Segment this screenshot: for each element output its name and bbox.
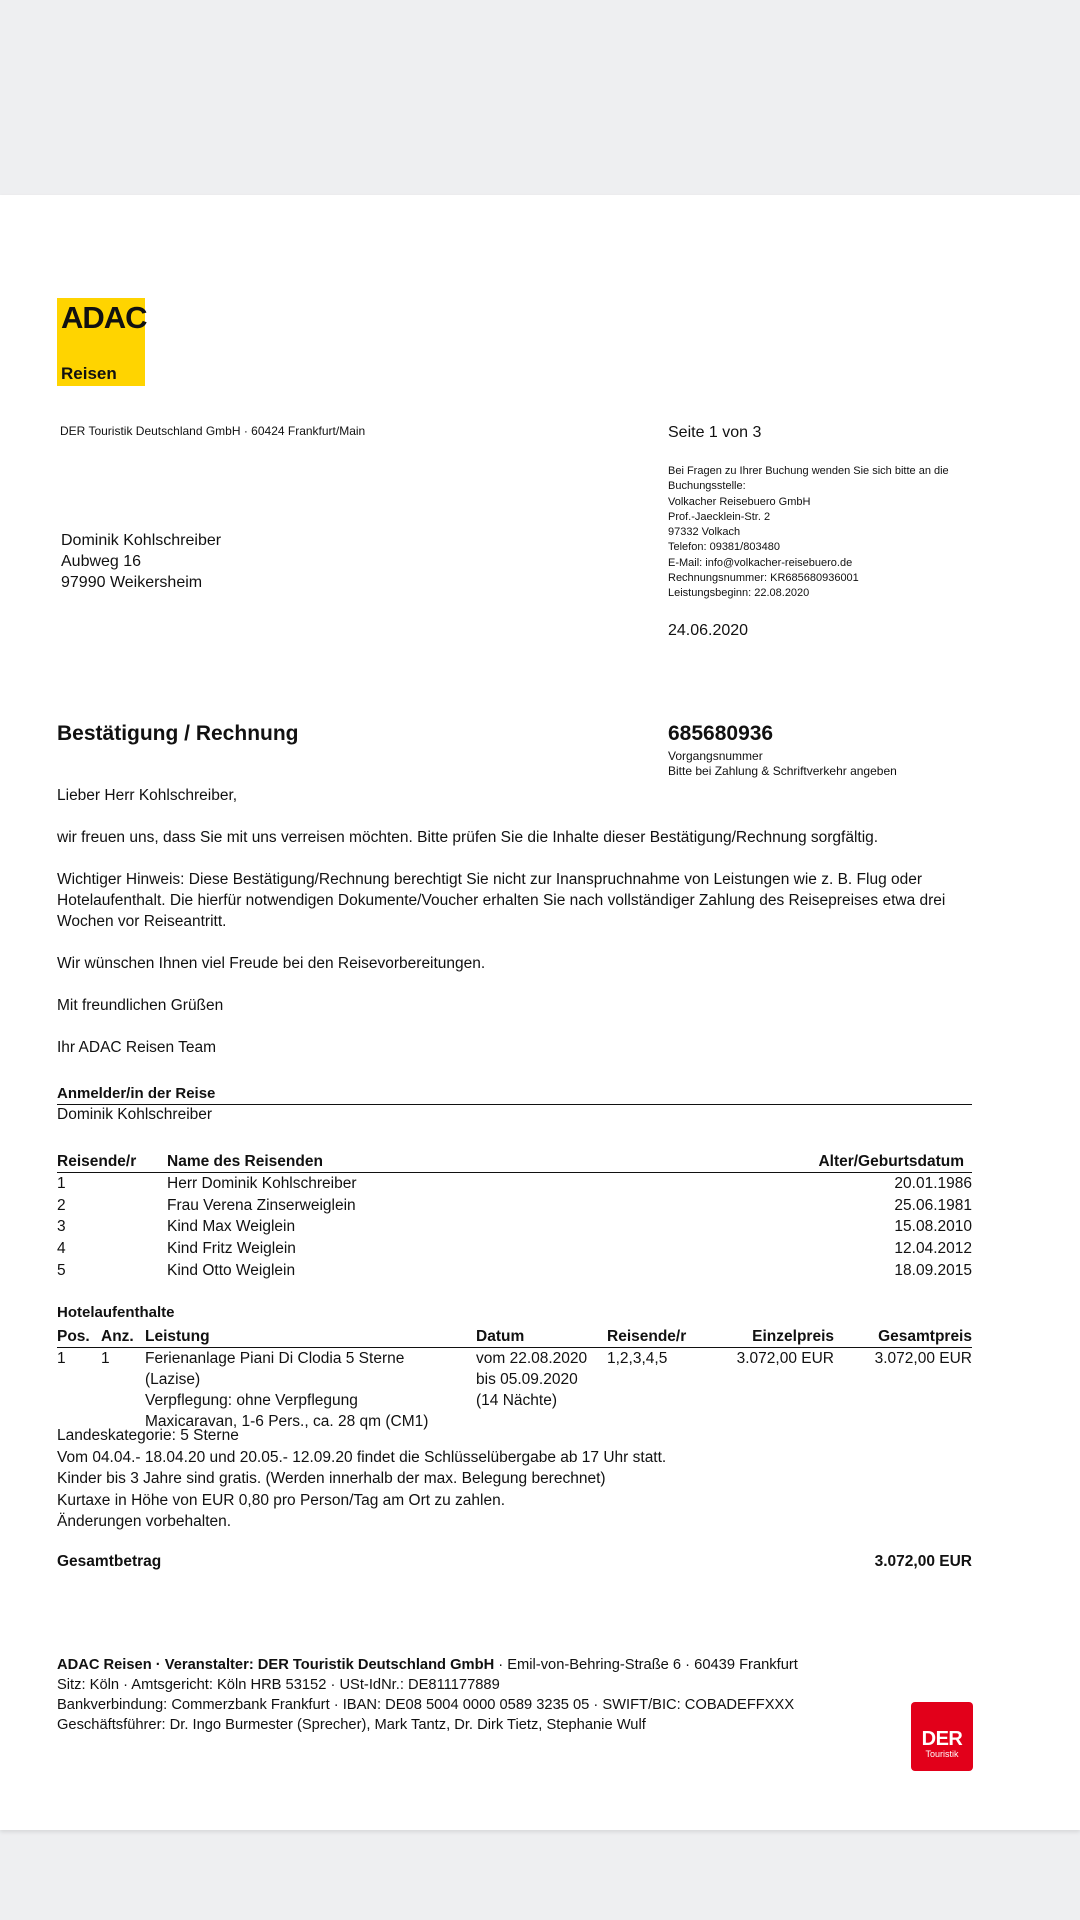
col-header-datum: Datum bbox=[476, 1328, 525, 1345]
applicant-name: Dominik Kohlschreiber bbox=[57, 1106, 213, 1123]
footer-line: Bankverbindung: Commerzbank Frankfurt · IBAN: DE08 5004 0000 0589 3235 05 · SWIFT/BIC: COBADEFFXXX bbox=[57, 1697, 795, 1713]
footer-line: Geschäftsführer: Dr. Ingo Burmester (Sprecher), Mark Tantz, Dr. Dirk Tietz, Stephanie Wulf bbox=[57, 1717, 646, 1733]
letter-paragraph: wir freuen uns, dass Sie mit uns verreisen möchten. Bitte prüfen Sie die Inhalte dieser Bestätigung/Rechnung sorgfältig. bbox=[57, 829, 879, 846]
document-page bbox=[0, 195, 1080, 1830]
document-date: 24.06.2020 bbox=[668, 622, 749, 639]
letter-paragraph: Mit freundlichen Grüßen bbox=[57, 997, 224, 1014]
total-value: 3.072,00 EUR bbox=[874, 1553, 972, 1570]
note-line: Landeskategorie: 5 Sterne bbox=[57, 1427, 239, 1444]
col-header-traveler-no: Reisende/r bbox=[57, 1152, 167, 1173]
col-header-pos: Pos. bbox=[57, 1328, 90, 1345]
sender-line: DER Touristik Deutschland GmbH · 60424 Frankfurt/Main bbox=[60, 424, 366, 438]
traveler-no: 4 bbox=[57, 1240, 66, 1258]
note-line: Kurtaxe in Höhe von EUR 0,80 pro Person/Tag am Ort zu zahlen. bbox=[57, 1491, 506, 1509]
hotel-pos: 1 bbox=[57, 1350, 66, 1367]
traveler-dob: 25.06.1981 bbox=[894, 1196, 972, 1214]
page-info: Seite 1 von 3 bbox=[668, 424, 762, 441]
table-row bbox=[57, 1217, 972, 1239]
contact-line: Leistungsbeginn: 22.08.2020 bbox=[668, 587, 810, 600]
col-header-dob: Alter/Geburtsdatum bbox=[612, 1152, 972, 1173]
table-row bbox=[57, 1238, 972, 1260]
col-header-gesamtpreis: Gesamtpreis bbox=[878, 1328, 972, 1345]
traveler-no: 1 bbox=[57, 1174, 66, 1192]
applicant-heading: Anmelder/in der Reise bbox=[57, 1085, 216, 1102]
hotel-einzelpreis: 3.072,00 EUR bbox=[736, 1350, 834, 1367]
traveler-name: Kind Fritz Weiglein bbox=[167, 1240, 296, 1258]
contact-email[interactable]: E-Mail: info@volkacher-reisebuero.de bbox=[668, 556, 853, 569]
traveler-no: 2 bbox=[57, 1196, 66, 1214]
traveler-dob: 12.04.2012 bbox=[894, 1240, 972, 1258]
hotel-datum bbox=[476, 1348, 587, 1411]
hotel-anz: 1 bbox=[101, 1350, 110, 1367]
traveler-no: 5 bbox=[57, 1262, 66, 1280]
footer-company: ADAC Reisen · Veranstalter: DER Touristik Deutschland GmbH bbox=[57, 1657, 495, 1673]
note-line: Änderungen vorbehalten. bbox=[57, 1513, 232, 1530]
traveler-name: Kind Otto Weiglein bbox=[167, 1262, 296, 1280]
vorgang-number: 685680936 bbox=[668, 722, 774, 745]
note-line: Kinder bis 3 Jahre sind gratis. (Werden innerhalb der max. Belegung berechnet) bbox=[57, 1470, 606, 1487]
vorgang-label bbox=[668, 749, 897, 779]
hotel-datum-line: (14 Nächte) bbox=[476, 1392, 557, 1409]
hotel-heading: Hotelaufenthalte bbox=[57, 1304, 175, 1321]
table-row bbox=[57, 1195, 972, 1217]
recipient-name: Dominik Kohlschreiber bbox=[61, 532, 222, 549]
letter-body bbox=[57, 785, 997, 1079]
traveler-name: Herr Dominik Kohlschreiber bbox=[167, 1174, 357, 1192]
vorgang-label-text: Vorgangsnummer bbox=[668, 749, 763, 763]
logo-text-reisen: Reisen bbox=[61, 364, 117, 383]
col-header-reisende: Reisende/r bbox=[607, 1328, 687, 1345]
traveler-dob: 18.09.2015 bbox=[894, 1262, 972, 1280]
footer-address: · Emil-von-Behring-Straße 6 · 60439 Frankfurt bbox=[494, 1657, 798, 1673]
table-row bbox=[57, 1260, 972, 1282]
hotel-leistung bbox=[145, 1348, 428, 1432]
recipient-city: 97990 Weikersheim bbox=[61, 574, 203, 591]
letter-paragraph: Wir wünschen Ihnen viel Freude bei den Reisevorbereitungen. bbox=[57, 955, 486, 972]
col-header-traveler-name: Name des Reisenden bbox=[167, 1152, 612, 1173]
contact-line: Prof.-Jaecklein-Str. 2 bbox=[668, 510, 771, 523]
recipient-address bbox=[61, 530, 221, 593]
der-logo-subtext: Touristik bbox=[925, 1749, 959, 1759]
col-header-einzelpreis: Einzelpreis bbox=[752, 1328, 834, 1345]
total-label: Gesamtbetrag bbox=[57, 1553, 162, 1570]
letter-greeting: Lieber Herr Kohlschreiber, bbox=[57, 787, 238, 804]
letter-paragraph: Wichtiger Hinweis: Diese Bestätigung/Rechnung berechtigt Sie nicht zur Inanspruchnahme von Leistungen wie z. B. Flug oder Hotelaufenthalt. Die hierfür notwendigen Dokumente/Voucher erhalten Sie nach vollständiger Zahlung des Reisepreises etwa drei Wochen vor Reiseantritt. bbox=[57, 871, 946, 930]
hotel-notes bbox=[57, 1425, 666, 1533]
contact-line: 97332 Volkach bbox=[668, 526, 741, 539]
table-row bbox=[57, 1173, 972, 1195]
hotel-gesamtpreis: 3.072,00 EUR bbox=[874, 1350, 972, 1367]
traveler-dob: 15.08.2010 bbox=[894, 1218, 972, 1236]
vorgang-hint: Bitte bei Zahlung & Schriftverkehr angeben bbox=[668, 764, 897, 778]
hotel-leistung-line: Verpflegung: ohne Verpflegung bbox=[145, 1392, 358, 1409]
hotel-leistung-line: Ferienanlage Piani Di Clodia 5 Sterne bbox=[145, 1350, 405, 1367]
col-header-anz: Anz. bbox=[101, 1328, 134, 1345]
hotel-reisende: 1,2,3,4,5 bbox=[607, 1350, 668, 1367]
footer-line bbox=[57, 1655, 798, 1675]
contact-line: Bei Fragen zu Ihrer Buchung wenden Sie sich bitte an die bbox=[668, 465, 949, 477]
logo-text-adac: ADAC bbox=[61, 300, 147, 335]
col-header-leistung: Leistung bbox=[145, 1328, 210, 1345]
hotel-leistung-line: Maxicaravan, 1-6 Pers., ca. 28 qm (CM1) bbox=[145, 1413, 429, 1430]
contact-block bbox=[668, 464, 998, 602]
hotel-datum-line: vom 22.08.2020 bbox=[476, 1350, 588, 1367]
footer-line: Sitz: Köln · Amtsgericht: Köln HRB 53152 · USt-IdNr.: DE811177889 bbox=[57, 1677, 500, 1693]
traveler-name: Kind Max Weiglein bbox=[167, 1218, 296, 1236]
recipient-street: Aubweg 16 bbox=[61, 553, 142, 570]
traveler-no: 3 bbox=[57, 1218, 66, 1236]
der-logo-text: DER bbox=[921, 1728, 963, 1750]
footer bbox=[57, 1655, 798, 1735]
letter-paragraph: Ihr ADAC Reisen Team bbox=[57, 1039, 217, 1056]
hotel-datum-line: bis 05.09.2020 bbox=[476, 1371, 578, 1388]
applicant-divider bbox=[57, 1104, 972, 1105]
note-line: Vom 04.04.- 18.04.20 und 20.05.- 12.09.20 findet die Schlüsselübergabe ab 17 Uhr statt. bbox=[57, 1448, 667, 1466]
travelers-table bbox=[57, 1152, 972, 1282]
travelers-header-row bbox=[57, 1152, 972, 1173]
contact-line: Rechnungsnummer: KR685680936001 bbox=[668, 572, 859, 585]
der-touristik-logo bbox=[911, 1702, 973, 1771]
adac-reisen-logo bbox=[57, 298, 145, 386]
document-title: Bestätigung / Rechnung bbox=[57, 722, 299, 745]
contact-line: Buchungsstelle: bbox=[668, 480, 746, 493]
contact-line: Telefon: 09381/803480 bbox=[668, 541, 780, 554]
traveler-name: Frau Verena Zinserweiglein bbox=[167, 1196, 356, 1214]
contact-line: Volkacher Reisebuero GmbH bbox=[668, 495, 811, 508]
hotel-leistung-line: (Lazise) bbox=[145, 1371, 201, 1388]
traveler-dob: 20.01.1986 bbox=[894, 1174, 972, 1192]
